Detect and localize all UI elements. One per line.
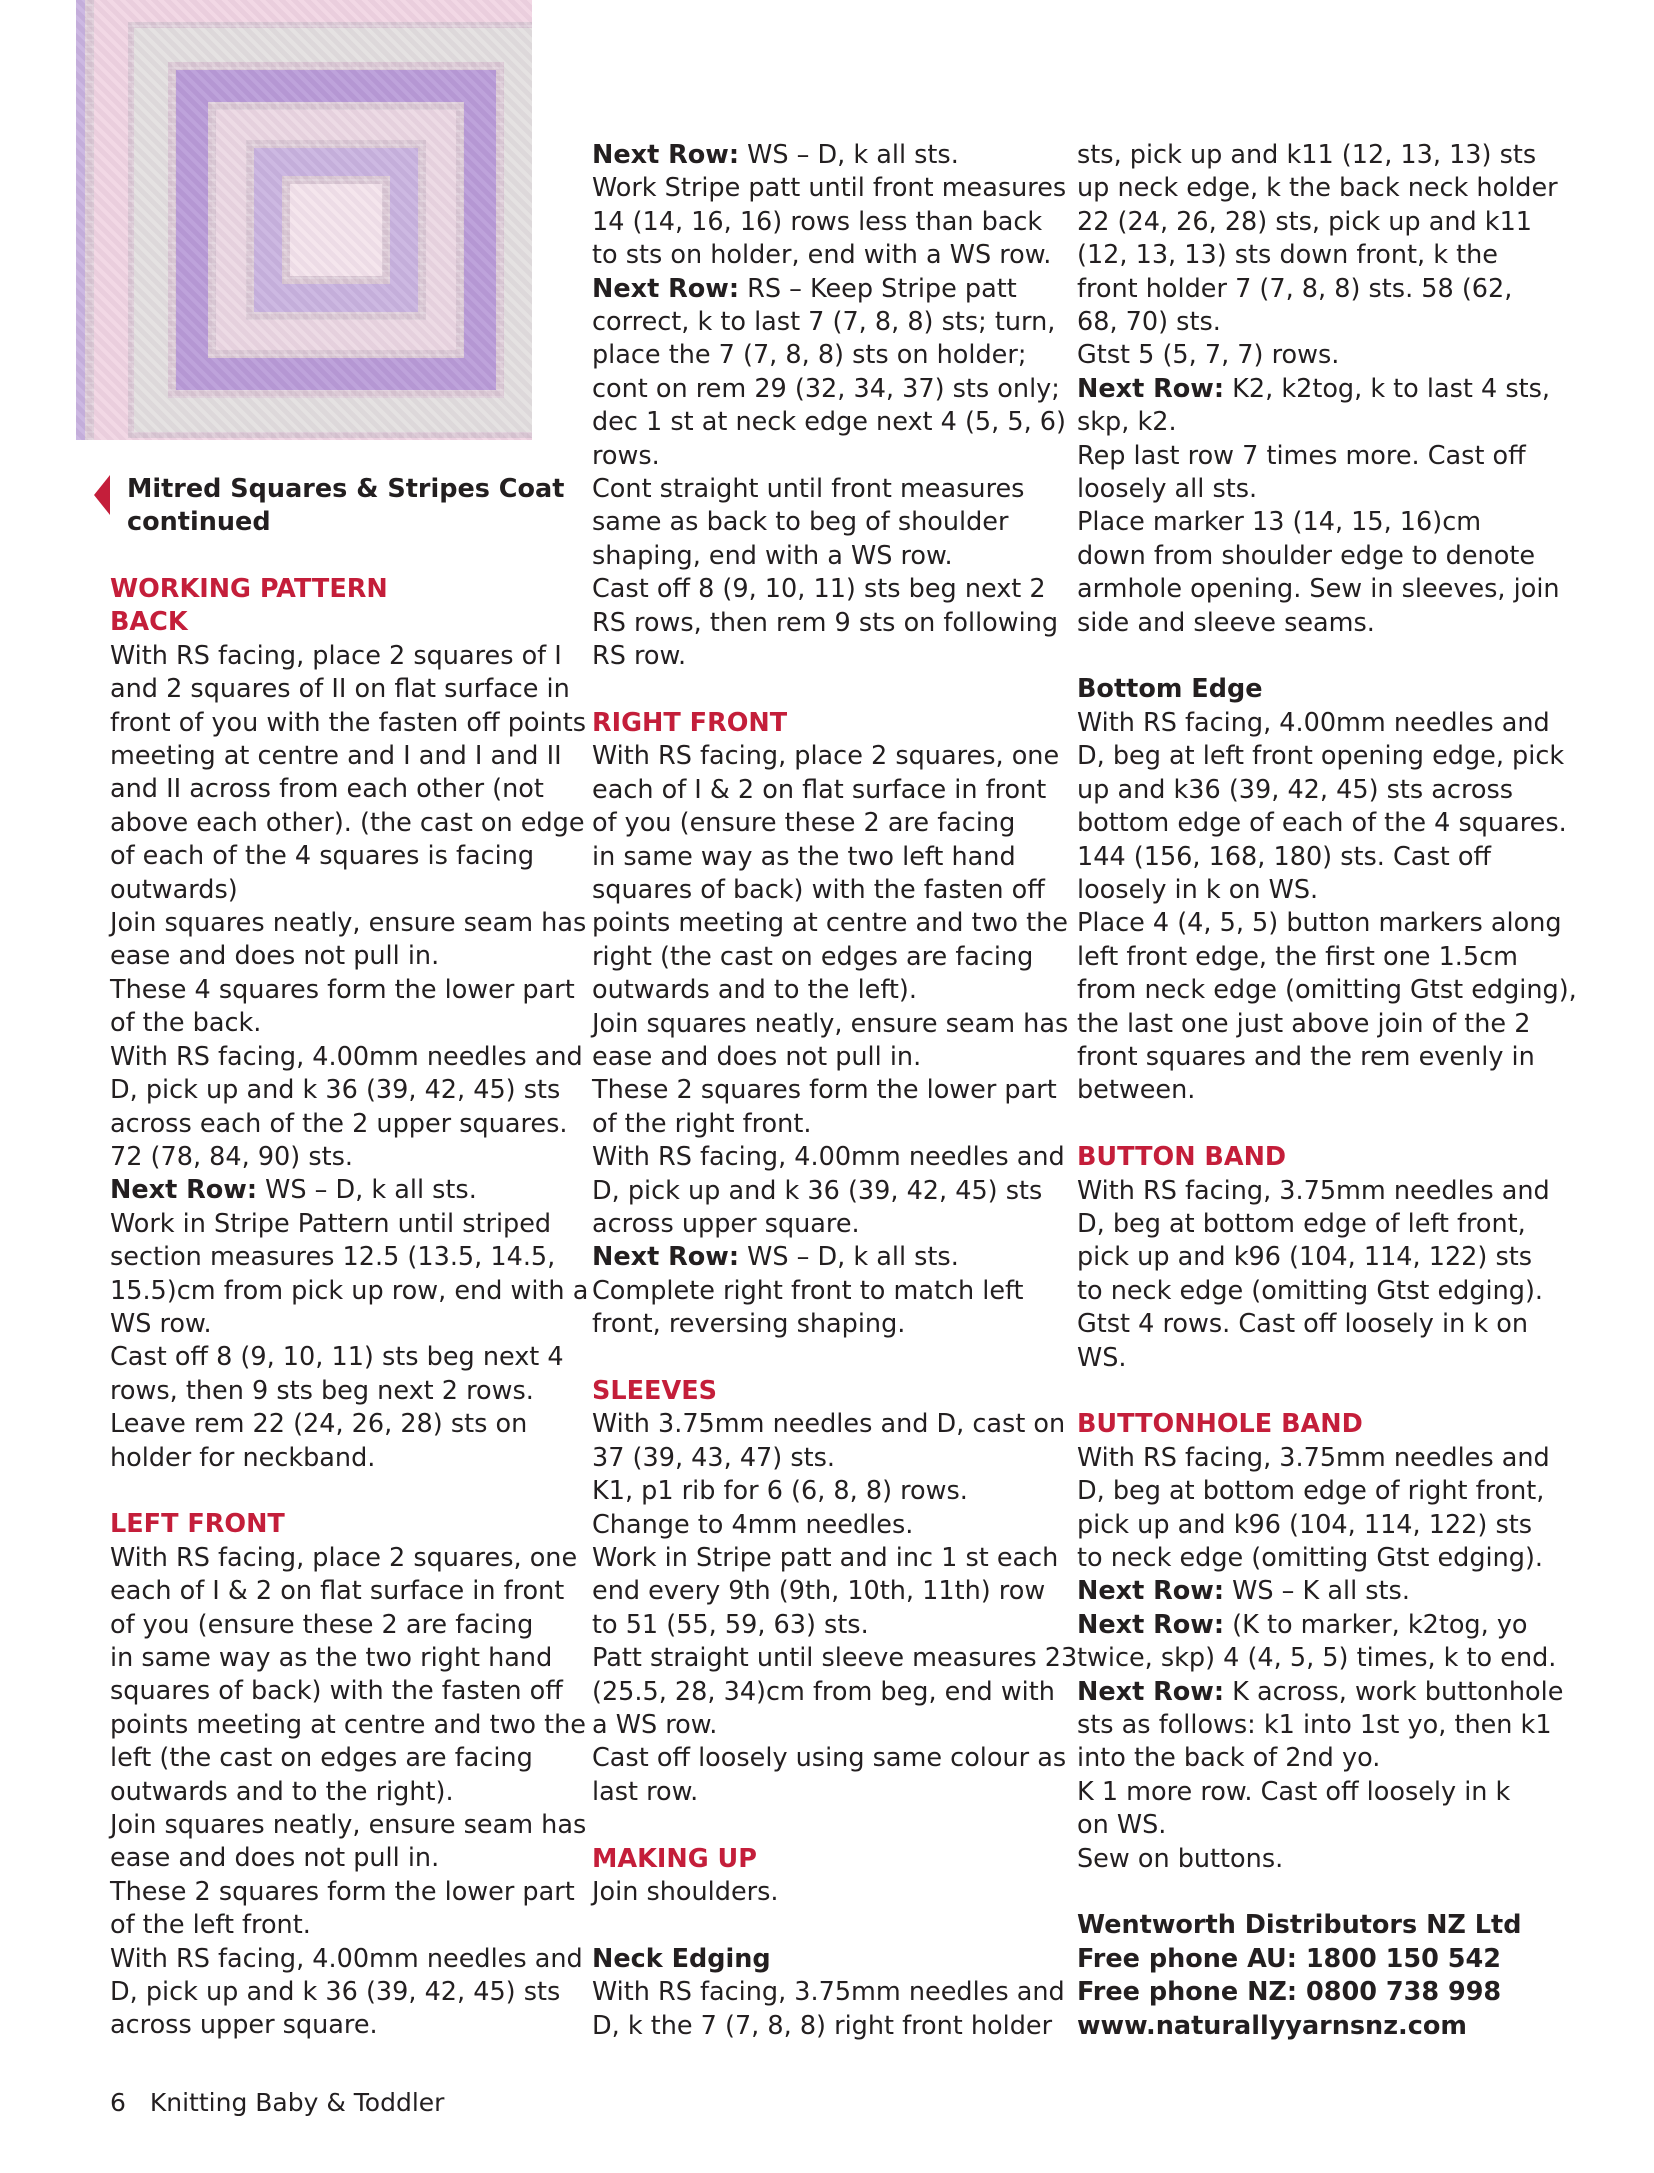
text-line: to neck edge (omitting Gtst edging).	[1077, 1275, 1544, 1306]
spacer	[592, 1909, 1077, 1942]
text-line: With RS facing, place 2 squares, one	[592, 741, 1060, 772]
text-line: D, k the 7 (7, 8, 8) right front holder	[592, 2010, 1053, 2041]
text-line	[1077, 373, 1577, 406]
text-line: squares of back) with the fasten off	[592, 874, 1045, 905]
heading-left-front: LEFT FRONT	[110, 1509, 285, 1540]
text-line: RS row.	[592, 641, 687, 672]
phone-nz: Free phone NZ: 0800 738 998	[1077, 1977, 1502, 2008]
text-line: outwards)	[110, 874, 238, 905]
text-line: front, reversing shaping.	[592, 1309, 906, 1340]
text-line: ease and does not pull in.	[110, 1843, 440, 1874]
heading-bottom-edge: Bottom Edge	[1077, 674, 1263, 705]
text-line: loosely all sts.	[1077, 474, 1258, 505]
next-row-label: Next Row:	[592, 273, 740, 304]
text-line: D, pick up and k 36 (39, 42, 45) sts	[592, 1175, 1043, 1206]
column-2	[592, 139, 1077, 2043]
spacer	[1077, 640, 1577, 673]
text-line: end every 9th (9th, 10th, 11th) row	[592, 1576, 1046, 1607]
text-line: sts as follows: k1 into 1st yo, then k1	[1077, 1710, 1552, 1741]
text-line: points meeting at centre and two the	[110, 1709, 586, 1740]
text-line: front squares and the rem evenly in	[1077, 1041, 1535, 1072]
text-line: place the 7 (7, 8, 8) sts on holder;	[592, 340, 1027, 371]
column-3	[1077, 139, 1577, 2043]
text-line: ease and does not pull in.	[592, 1041, 922, 1072]
text-line: from neck edge (omitting Gtst edging),	[1077, 975, 1577, 1006]
text-line: of the right front.	[592, 1108, 812, 1139]
text-line: Cast off loosely using same colour as	[592, 1743, 1067, 1774]
text-line: to sts on holder, end with a WS row.	[592, 240, 1052, 271]
text-span: K across, work buttonhole	[1224, 1676, 1564, 1707]
text-line: above each other). (the cast on edge	[110, 807, 585, 838]
text-line: of each of the 4 squares is facing	[110, 841, 535, 872]
website-link[interactable]: www.naturallyyarnsnz.com	[1077, 2010, 1467, 2041]
text-line: of you (ensure these 2 are facing	[592, 808, 1016, 839]
text-line: With RS facing, place 2 squares, one	[110, 1542, 578, 1573]
text-line: Patt straight until sleeve measures 23	[592, 1643, 1078, 1674]
next-row-label: Next Row:	[1077, 373, 1225, 404]
text-line: With RS facing, 3.75mm needles and	[592, 1977, 1065, 2008]
text-line: and II across from each other (not	[110, 774, 544, 805]
next-row-label: Next Row:	[1077, 1609, 1225, 1640]
text-line: skp, k2.	[1077, 407, 1177, 438]
text-line: of you (ensure these 2 are facing	[110, 1609, 534, 1640]
text-line: meeting at centre and I and I and II	[110, 741, 562, 772]
text-line: pick up and k96 (104, 114, 122) sts	[1077, 1509, 1533, 1540]
text-line: rows, then 9 sts beg next 2 rows.	[110, 1375, 534, 1406]
text-line: Place marker 13 (14, 15, 16)cm	[1077, 507, 1482, 538]
text-span: (K to marker, k2tog, yo	[1224, 1609, 1528, 1640]
text-line: outwards and to the left).	[592, 975, 917, 1006]
text-line: correct, k to last 7 (7, 8, 8) sts; turn,	[592, 307, 1056, 338]
text-line: K1, p1 rib for 6 (6, 8, 8) rows.	[592, 1476, 968, 1507]
spacer	[110, 1475, 588, 1508]
text-line: front of you with the fasten off points	[110, 707, 587, 738]
caption-title: Mitred Squares & Stripes Coat	[127, 474, 565, 504]
caption	[127, 473, 564, 540]
text-line: 22 (24, 26, 28) sts, pick up and k11	[1077, 206, 1533, 237]
next-row-label: Next Row:	[110, 1175, 258, 1206]
text-line: right (the cast on edges are facing	[592, 941, 1034, 972]
page-number: 6	[110, 2088, 126, 2117]
text-line: (12, 13, 13) sts down front, k the	[1077, 240, 1498, 271]
caption-continued: continued	[127, 507, 271, 538]
photo-texture	[76, 0, 532, 440]
text-line: Join squares neatly, ensure seam has	[592, 1008, 1069, 1039]
text-line: ease and does not pull in.	[110, 941, 440, 972]
text-line: Sew on buttons.	[1077, 1843, 1284, 1874]
text-line: up neck edge, k the back neck holder	[1077, 173, 1558, 204]
next-row-label: Next Row:	[592, 140, 740, 170]
text-line: to 51 (55, 59, 63) sts.	[592, 1609, 869, 1640]
text-line: across each of the 2 upper squares.	[110, 1108, 568, 1139]
text-line: Gtst 5 (5, 7, 7) rows.	[1077, 340, 1340, 371]
caption-arrow-icon	[94, 475, 110, 515]
text-line: These 2 squares form the lower part	[110, 1876, 575, 1907]
next-row-label: Next Row:	[592, 1242, 740, 1273]
heading-making-up: MAKING UP	[592, 1843, 757, 1874]
text-line: down from shoulder edge to denote	[1077, 540, 1536, 571]
text-line: rows.	[592, 440, 660, 471]
text-line: Complete right front to match left	[592, 1275, 1024, 1306]
text-line: holder for neckband.	[110, 1442, 376, 1473]
text-line: twice, skp) 4 (4, 5, 5) times, k to end.	[1077, 1643, 1557, 1674]
text-line: 14 (14, 16, 16) rows less than back	[592, 206, 1043, 237]
text-line: Work Stripe patt until front measures	[592, 173, 1067, 204]
column-1	[110, 573, 588, 2043]
text-line: 72 (78, 84, 90) sts.	[110, 1141, 353, 1172]
text-line: Join squares neatly, ensure seam has	[110, 908, 587, 939]
text-line: side and sleeve seams.	[1077, 607, 1375, 638]
text-line: to neck edge (omitting Gtst edging).	[1077, 1543, 1544, 1574]
text-line: on WS.	[1077, 1810, 1167, 1841]
text-line: in same way as the two right hand	[110, 1642, 553, 1673]
heading-buttonhole-band: BUTTONHOLE BAND	[1077, 1409, 1363, 1440]
text-span: WS – D, k all sts.	[739, 1242, 959, 1273]
text-line: Rep last row 7 times more. Cast off	[1077, 440, 1526, 471]
text-line: bottom edge of each of the 4 squares.	[1077, 808, 1567, 839]
text-line: D, beg at bottom edge of left front,	[1077, 1208, 1526, 1239]
text-line: D, pick up and k 36 (39, 42, 45) sts	[110, 1977, 561, 2008]
knitted-square-photo	[76, 0, 532, 440]
text-line: With RS facing, 3.75mm needles and	[1077, 1442, 1550, 1473]
text-line: left (the cast on edges are facing	[110, 1743, 533, 1774]
publication-title: Knitting Baby & Toddler	[149, 2088, 445, 2117]
next-row-label: Next Row:	[1077, 1676, 1225, 1707]
text-line: With RS facing, 4.00mm needles and	[1077, 707, 1550, 738]
heading-back: BACK	[110, 607, 188, 638]
text-line: 144 (156, 168, 180) sts. Cast off	[1077, 841, 1491, 872]
text-span: K2, k2tog, k to last 4 sts,	[1224, 373, 1550, 404]
spacer	[592, 1342, 1077, 1375]
text-line	[1077, 1609, 1577, 1642]
text-line: WS row.	[110, 1308, 212, 1339]
text-line: between.	[1077, 1075, 1196, 1106]
text-line: across upper square.	[592, 1208, 860, 1239]
text-line: With 3.75mm needles and D, cast on	[592, 1409, 1066, 1440]
phone-au: Free phone AU: 1800 150 542	[1077, 1943, 1501, 1974]
text-line: With RS facing, 4.00mm needles and	[110, 1041, 583, 1072]
text-line: squares of back) with the fasten off	[110, 1676, 563, 1707]
spacer	[1077, 1876, 1577, 1909]
text-line: points meeting at centre and two the	[592, 908, 1068, 939]
heading-button-band: BUTTON BAND	[1077, 1142, 1287, 1173]
text-line: Join shoulders.	[592, 1877, 779, 1908]
text-line: Cont straight until front measures	[592, 474, 1025, 505]
text-line: into the back of 2nd yo.	[1077, 1743, 1381, 1774]
spacer	[592, 1809, 1077, 1842]
text-line: Gtst 4 rows. Cast off loosely in k on	[1077, 1309, 1528, 1340]
distributor-name: Wentworth Distributors NZ Ltd	[1077, 1910, 1522, 1941]
heading-sleeves: SLEEVES	[592, 1376, 717, 1406]
text-line: a WS row.	[592, 1710, 718, 1741]
text-line: Work in Stripe patt and inc 1 st each	[592, 1543, 1059, 1574]
text-line	[110, 1174, 588, 1207]
heading-neck-edging: Neck Edging	[592, 1943, 771, 1974]
text-span: RS – Keep Stripe patt	[739, 273, 1017, 304]
text-line: Work in Stripe Pattern until striped	[110, 1208, 552, 1239]
text-line: cont on rem 29 (32, 34, 37) sts only;	[592, 373, 1060, 404]
text-line: Cast off 8 (9, 10, 11) sts beg next 4	[110, 1342, 564, 1373]
text-line: and 2 squares of II on flat surface in	[110, 674, 570, 705]
next-row-label: Next Row:	[1077, 1576, 1225, 1607]
text-line: across upper square.	[110, 2010, 378, 2041]
spacer	[592, 674, 1077, 707]
text-line: K 1 more row. Cast off loosely in k	[1077, 1776, 1511, 1807]
text-span: WS – K all sts.	[1224, 1576, 1410, 1607]
text-line: last row.	[592, 1776, 699, 1807]
text-line: loosely in k on WS.	[1077, 874, 1319, 905]
text-line	[592, 139, 1077, 172]
text-line: Change to 4mm needles.	[592, 1509, 914, 1540]
text-line: These 4 squares form the lower part	[110, 974, 575, 1005]
text-line: With RS facing, 3.75mm needles and	[1077, 1175, 1550, 1206]
text-line: armhole opening. Sew in sleeves, join	[1077, 574, 1560, 605]
text-line: up and k36 (39, 42, 45) sts across	[1077, 774, 1514, 805]
text-line: outwards and to the right).	[110, 1776, 454, 1807]
text-line: each of I & 2 on flat surface in front	[110, 1576, 565, 1607]
text-line: in same way as the two left hand	[592, 841, 1016, 872]
text-line: RS rows, then rem 9 sts on following	[592, 607, 1059, 638]
text-line	[1077, 1575, 1577, 1608]
page-footer	[110, 2088, 444, 2118]
spacer	[1077, 1108, 1577, 1141]
spacer	[1077, 1375, 1577, 1408]
text-line	[1077, 1676, 1577, 1709]
text-line: Place 4 (4, 5, 5) button markers along	[1077, 908, 1562, 939]
text-line: same as back to beg of shoulder	[592, 507, 1009, 538]
text-line: shaping, end with a WS row.	[592, 540, 953, 571]
text-line: of the back.	[110, 1008, 262, 1039]
text-line: These 2 squares form the lower part	[592, 1075, 1057, 1106]
text-line: D, beg at left front opening edge, pick	[1077, 741, 1565, 772]
text-line: WS.	[1077, 1342, 1127, 1373]
text-line: (25.5, 28, 34)cm from beg, end with	[592, 1676, 1055, 1707]
text-line	[592, 273, 1077, 306]
text-span: WS – D, k all sts.	[257, 1175, 477, 1206]
text-line: 15.5)cm from pick up row, end with a	[110, 1275, 589, 1306]
text-line: of the left front.	[110, 1910, 311, 1941]
text-line: 37 (39, 43, 47) sts.	[592, 1442, 835, 1473]
text-line: D, pick up and k 36 (39, 42, 45) sts	[110, 1075, 561, 1106]
text-line: the last one just above join of the 2	[1077, 1008, 1531, 1039]
text-line	[592, 1241, 1077, 1274]
text-line: With RS facing, 4.00mm needles and	[592, 1142, 1065, 1173]
text-line: section measures 12.5 (13.5, 14.5,	[110, 1242, 556, 1273]
text-line: Cast off 8 (9, 10, 11) sts beg next 2	[592, 574, 1046, 605]
text-line: With RS facing, place 2 squares of I	[110, 640, 562, 671]
text-line: Leave rem 22 (24, 26, 28) sts on	[110, 1409, 528, 1440]
text-line: dec 1 st at neck edge next 4 (5, 5, 6)	[592, 407, 1066, 438]
text-line: 68, 70) sts.	[1077, 307, 1221, 338]
text-line: pick up and k96 (104, 114, 122) sts	[1077, 1242, 1533, 1273]
text-line: With RS facing, 4.00mm needles and	[110, 1943, 583, 1974]
text-line: front holder 7 (7, 8, 8) sts. 58 (62,	[1077, 273, 1513, 304]
text-line: each of I & 2 on flat surface in front	[592, 774, 1047, 805]
text-line: sts, pick up and k11 (12, 13, 13) sts	[1077, 140, 1537, 170]
text-line: Join squares neatly, ensure seam has	[110, 1810, 587, 1841]
text-line: left front edge, the first one 1.5cm	[1077, 941, 1518, 972]
text-span: WS – D, k all sts.	[739, 140, 959, 170]
heading-working-pattern: WORKING PATTERN	[110, 574, 388, 604]
heading-right-front: RIGHT FRONT	[592, 707, 788, 738]
text-line: D, beg at bottom edge of right front,	[1077, 1476, 1545, 1507]
